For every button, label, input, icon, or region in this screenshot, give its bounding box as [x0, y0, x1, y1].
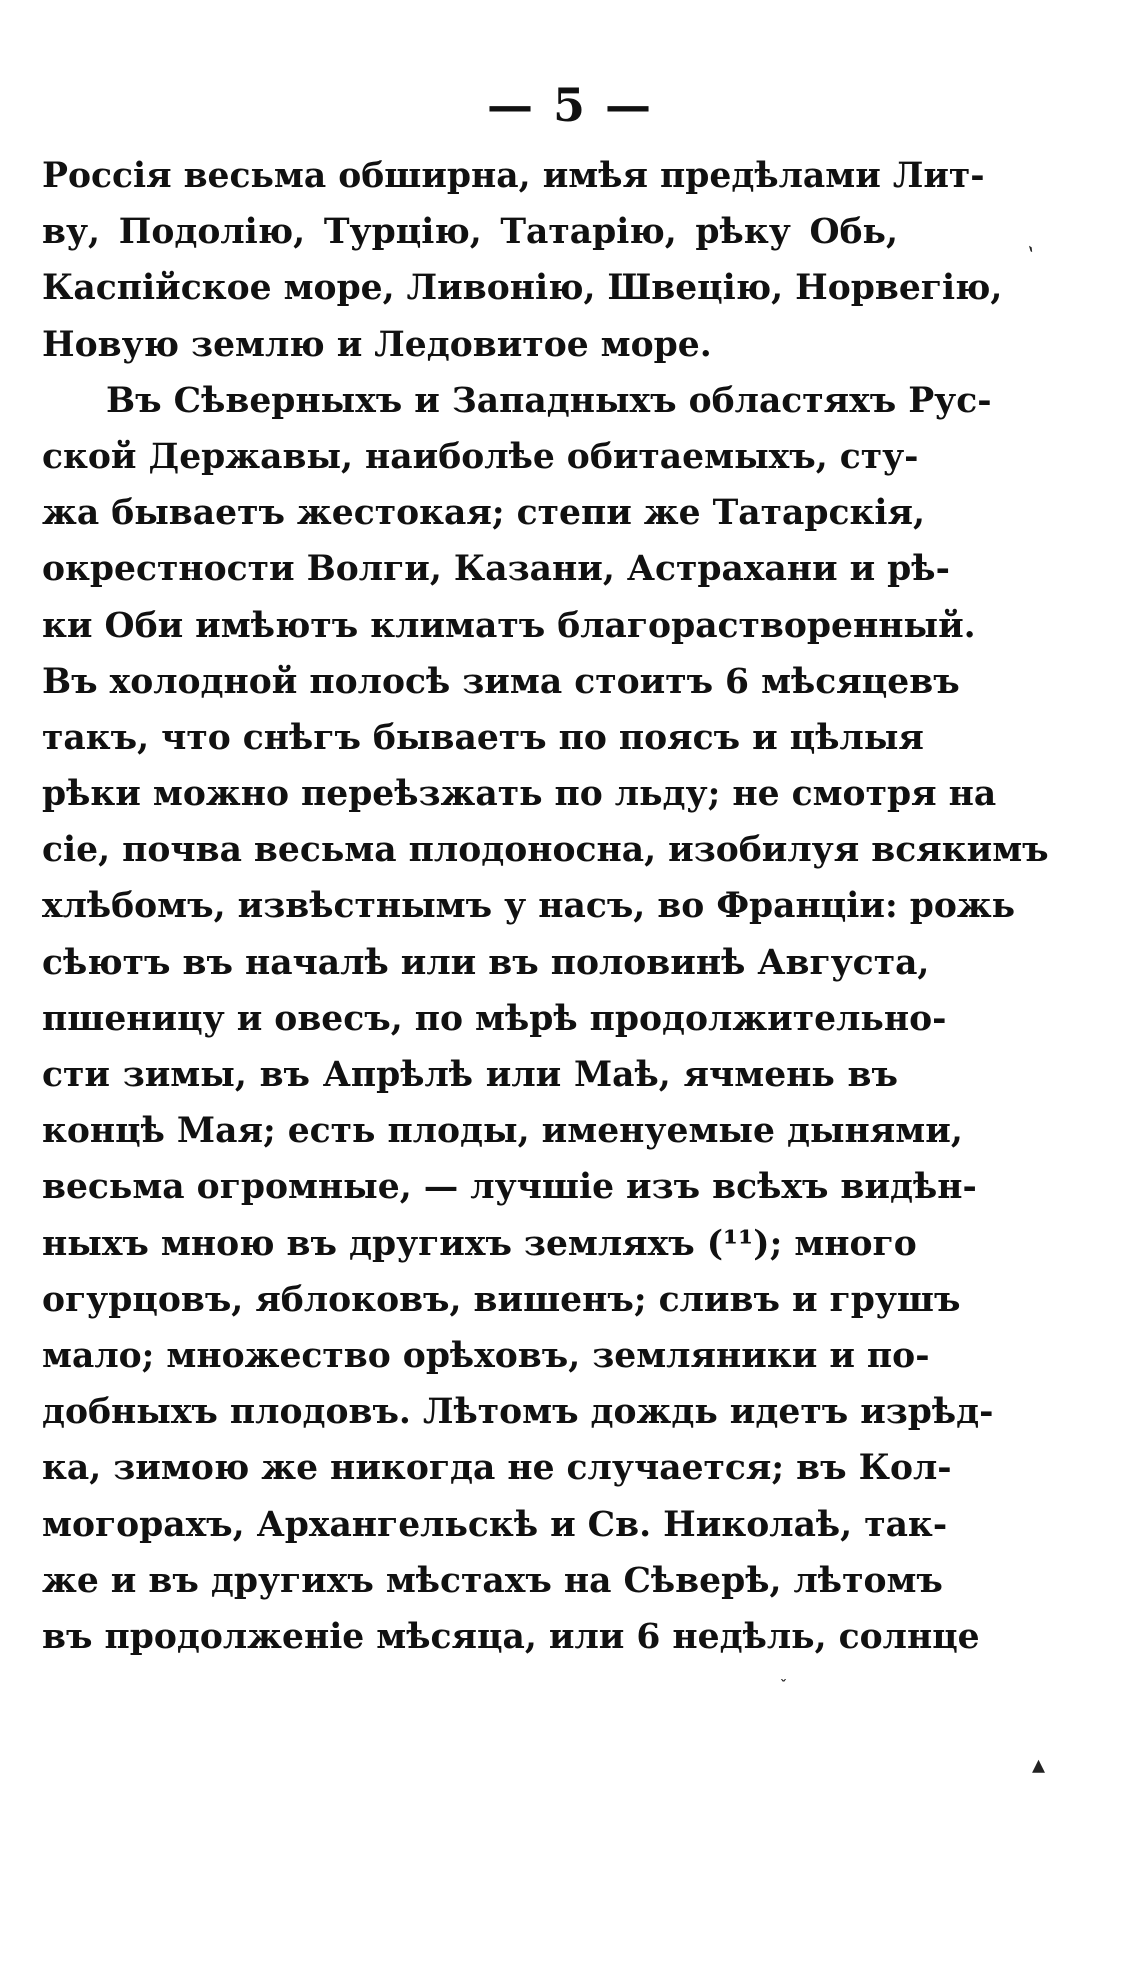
text-line: сѣютъ въ началѣ или въ половинѣ Августа, [42, 942, 930, 983]
ink-mark: ▴ [1032, 1750, 1046, 1780]
text-line: весьма огромные, — лучшіе изъ всѣхъ видѣн- [42, 1167, 977, 1208]
text-line: хлѣбомъ, извѣстнымъ у насъ, во Франціи: рожь [42, 886, 1016, 927]
text-line: могорахъ, Архангельскѣ и Св. Николаѣ, так- [42, 1504, 948, 1545]
text-line: такъ, что снѣгъ бываетъ по поясъ и цѣлыя [42, 717, 924, 758]
text-line: окрестности Волги, Казани, Астрахани и рѣ- [42, 549, 950, 590]
text-line: Въ холодной полосѣ зима стоитъ 6 мѣсяцевъ [42, 661, 960, 702]
text-line: ки Оби имѣютъ климатъ благорастворенный. [42, 605, 976, 646]
text-line: ву, Подолію, Турцію, Татарію, рѣку Обь, [42, 212, 898, 253]
text-line: ныхъ мною въ другихъ земляхъ (¹¹); много [42, 1223, 917, 1264]
ink-mark: ˋ [1016, 242, 1039, 272]
ink-mark: ˇ [780, 1678, 787, 1694]
text-line: добныхъ плодовъ. Лѣтомъ дождь идетъ изрѣд- [42, 1392, 994, 1433]
text-line: мало; множество орѣховъ, земляники и по- [42, 1335, 930, 1376]
text-line: Россія весьма обширна, имѣя предѣлами Лит- [42, 156, 985, 196]
body-text [42, 148, 1049, 1665]
text-line: Каспійское море, Ливонію, Швецію, Норвегію, [42, 268, 1003, 309]
page-number: — 5 — [486, 78, 654, 132]
text-line: же и въ другихъ мѣстахъ на Сѣверѣ, лѣтомъ [42, 1560, 943, 1601]
text-line: Новую землю и Ледовитое море. [42, 324, 712, 365]
text-line: въ продолженіе мѣсяца, или 6 недѣль, солнце [42, 1616, 980, 1657]
text-line: сіе, почва весьма плодоносна, изобилуя всякимъ [42, 830, 1049, 871]
text-line: огурцовъ, яблоковъ, вишенъ; сливъ и грушъ [42, 1279, 961, 1320]
text-line: ка, зимою же никогда не случается; въ Кол- [42, 1448, 952, 1489]
text-line: рѣки можно переѣзжать по льду; не смотря на [42, 774, 997, 815]
text-line: Въ Сѣверныхъ и Западныхъ областяхъ Рус- [106, 380, 992, 421]
text-line: ской Державы, наиболѣе обитаемыхъ, сту- [42, 436, 919, 477]
text-line: сти зимы, въ Апрѣлѣ или Маѣ, ячмень въ [42, 1055, 898, 1095]
text-line: пшеницу и овесъ, по мѣрѣ продолжительно- [42, 998, 947, 1039]
text-line: жа бываетъ жестокая; степи же Татарскія, [42, 493, 926, 534]
text-line: концѣ Мая; есть плоды, именуемые дынями, [42, 1111, 963, 1152]
